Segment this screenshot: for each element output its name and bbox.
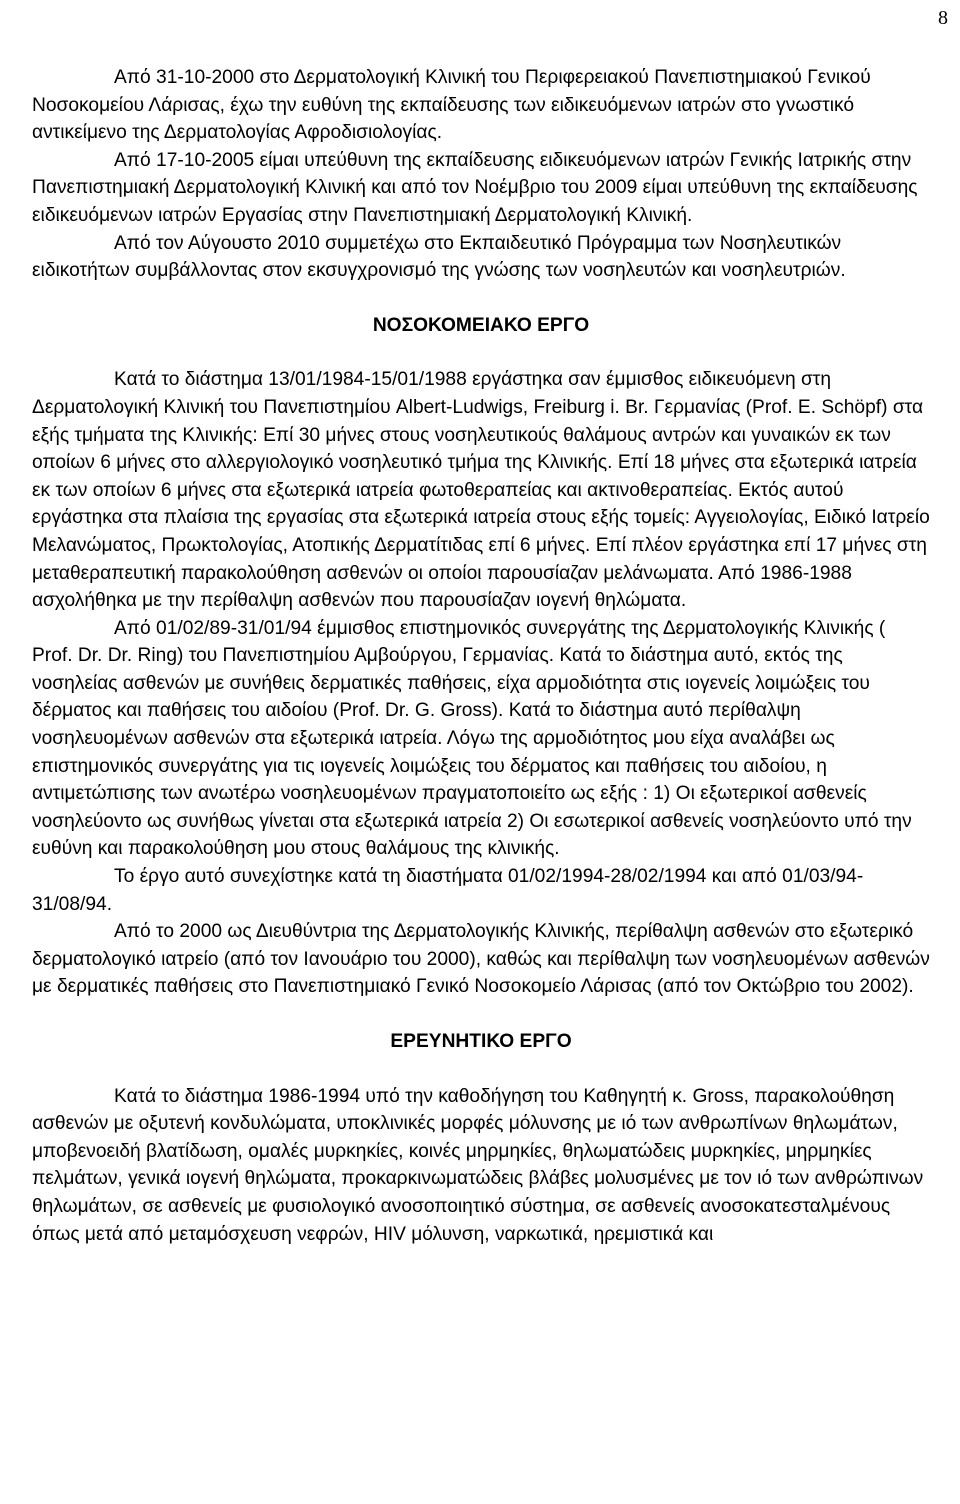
intro-paragraph-1: Από 31-10-2000 στο Δερματολογική Κλινική του Περιφερειακού Πανεπιστημιακού Γενικού Νοσοκομείου Λάρισας, έχω την ευθύνη της εκπαίδευσης των ειδικευόμενων ιατρών στο γνωστικό αντικείμενο της Δερματολογίας Αφροδισιολογίας. xyxy=(32,67,871,144)
hospital-paragraph-1: Κατά το διάστημα 13/01/1984-15/01/1988 εργάστηκα σαν έμμισθος ειδικευόμενη στη Δερματολογική Κλινική του Πανεπιστημίου Albert-Ludwigs, Freiburg i. Br. Γερμανίας (Prof. E. Schöpf) στα εξής τμήματα της Κλινικής: Επί 30 μήνες στους νοσηλευτικούς θαλάμους αντρών και γυναικών εκ των οποίων 6 μήνες στο αλλεργιολογικό νοσηλευτικό τμήμα της Κλινικής. Επί 18 μήνες στα εξωτερικά ιατρεία εκ των οποίων 6 μήνες στα εξωτερικά ιατρεία φωτοθεραπείας και ακτινοθεραπείας. Εκτός αυτού εργάστηκα στα πλαίσια της εργασίας στα εξωτερικά ιατρεία στους εξής τομείς: Αγγειολογίας, Ειδικό Ιατρείο Μελανώματος, Πρωκτολογίας, Ατοπικής Δερματίτιδας επί 6 μήνες. Επί πλέον εργάστηκα επί 17 μήνες στη μεταθεραπευτική παρακολούθηση ασθενών οι οποίοι παρουσίαζαν μελάνωματα. Από 1986-1988 ασχολήθηκα με την περίθαλψη ασθενών που παρουσίαζαν ιογενή θηλώματα. xyxy=(32,369,930,612)
spacer xyxy=(32,285,930,312)
hospital-work-heading: ΝΟΣΟΚΟΜΕΙΑΚΟ ΕΡΓΟ xyxy=(372,314,590,336)
intro-paragraph-3: Από τον Αύγουστο 2010 συμμετέχω στο Εκπαιδευτικό Πρόγραμμα των Νοσηλευτικών ειδικοτήτων συμβάλλοντας στον εκσυγχρονισμό της γνώσης των νοσηλευτών και νοσηλευτριών. xyxy=(32,232,846,282)
hospital-paragraph-2: Από 01/02/89-31/01/94 έμμισθος επιστημονικός συνεργάτης της Δερματολογικής Κλινικής ( Prof. Dr. Dr. Ring) του Πανεπιστημίου Αμβούργου, Γερμανίας. Κατά το διάστημα αυτό, εκτός της νοσηλείας ασθενών με συνήθεις δερματικές παθήσεις, είχα αρμοδιότητα στις ιογενείς λοιμώξεις του δέρματος και παθήσεις του αιδοίου (Prof. Dr. G. Gross). Κατά το διάστημα αυτό περίθαλψη νοσηλευομένων ασθενών στα εξωτερικά ιατρεία. Λόγω της αρμοδιότητος μου είχα αναλάβει ως επιστημονικός συνεργάτης για τις ιογενείς λοιμώξεις του δέρματος και παθήσεις του αιδοίου, η αντιμετώπισης των ανωτέρω νοσηλευομένων πραγματοποιείτο ως εξής : 1) Οι εξωτερικοί ασθενείς νοσηλεύοντο ως συνήθως γίνεται στα εξωτερικά ιατρεία 2) Οι εσωτερικοί ασθενείς νοσηλεύοντο υπό την ευθύνη και παρακολούθηση μου στους θαλάμους της κλινικής. xyxy=(32,617,912,860)
document-body xyxy=(32,64,930,1248)
spacer xyxy=(32,1056,930,1083)
spacer xyxy=(32,1001,930,1028)
research-paragraph-1: Κατά το διάστημα 1986-1994 υπό την καθοδήγηση του Καθηγητή κ. Gross, παρακολούθηση ασθενών με οξυτενή κονδυλώματα, υποκλινικές μορφές μόλυνσης με ιό των ανθρωπίνων θηλωμάτων, μποβενοειδή βλατίδωση, ομαλές μυρκηκίες, κοινές μηρμηκίες, θηλωματώδεις μυρκηκίες, μηρμηκίες πελμάτων, γενικά ιογενή θηλώματα, προκαρκινωματώδεις βλάβες μολυσμένες με τον ιό των ανθρώπινων θηλωμάτων, σε ασθενείς με φυσιολογικό ανοσοποιητικό σύστημα, σε ασθενείς ανοσοκατεσταλμένους όπως μετά από μεταμόσχευση νεφρών, HIV μόλυνση, ναρκωτικά, ηρεμιστικά και xyxy=(32,1085,924,1245)
spacer xyxy=(32,339,930,366)
research-work-heading: ΕΡΕΥΝΗΤΙΚΟ ΕΡΓΟ xyxy=(390,1031,572,1052)
page-number: 8 xyxy=(938,7,948,29)
hospital-paragraph-3: Το έργο αυτό συνεχίστηκε κατά τη διαστήματα 01/02/1994-28/02/1994 και από 01/03/94-31/08/94. xyxy=(32,866,864,915)
intro-paragraph-2: Από 17-10-2005 είμαι υπεύθυνη της εκπαίδευσης ειδικευόμενων ιατρών Γενικής Ιατρικής στην Πανεπιστημιακή Δερματολογική Κλινική και από τον Νοέμβριο του 2009 είμαι υπεύθυνη της εκπαίδευσης ειδικευόμενων ιατρών Εργασίας στην Πανεπιστημιακή Δερματολογική Κλινική. xyxy=(32,149,918,226)
hospital-paragraph-4: Από το 2000 ως Διευθύντρια της Δερματολογικής Κλινικής, περίθαλψη ασθενών στο εξωτερικό δερματολογικό ιατρείο (από τον Ιανουάριο του 2000), καθώς και περίθαλψη των νοσηλευομένων ασθενών με δερματικές παθήσεις στο Πανεπιστημιακό Γενικό Νοσοκομείο Λάρισας (από τον Οκτώβριο του 2002). xyxy=(32,921,930,998)
